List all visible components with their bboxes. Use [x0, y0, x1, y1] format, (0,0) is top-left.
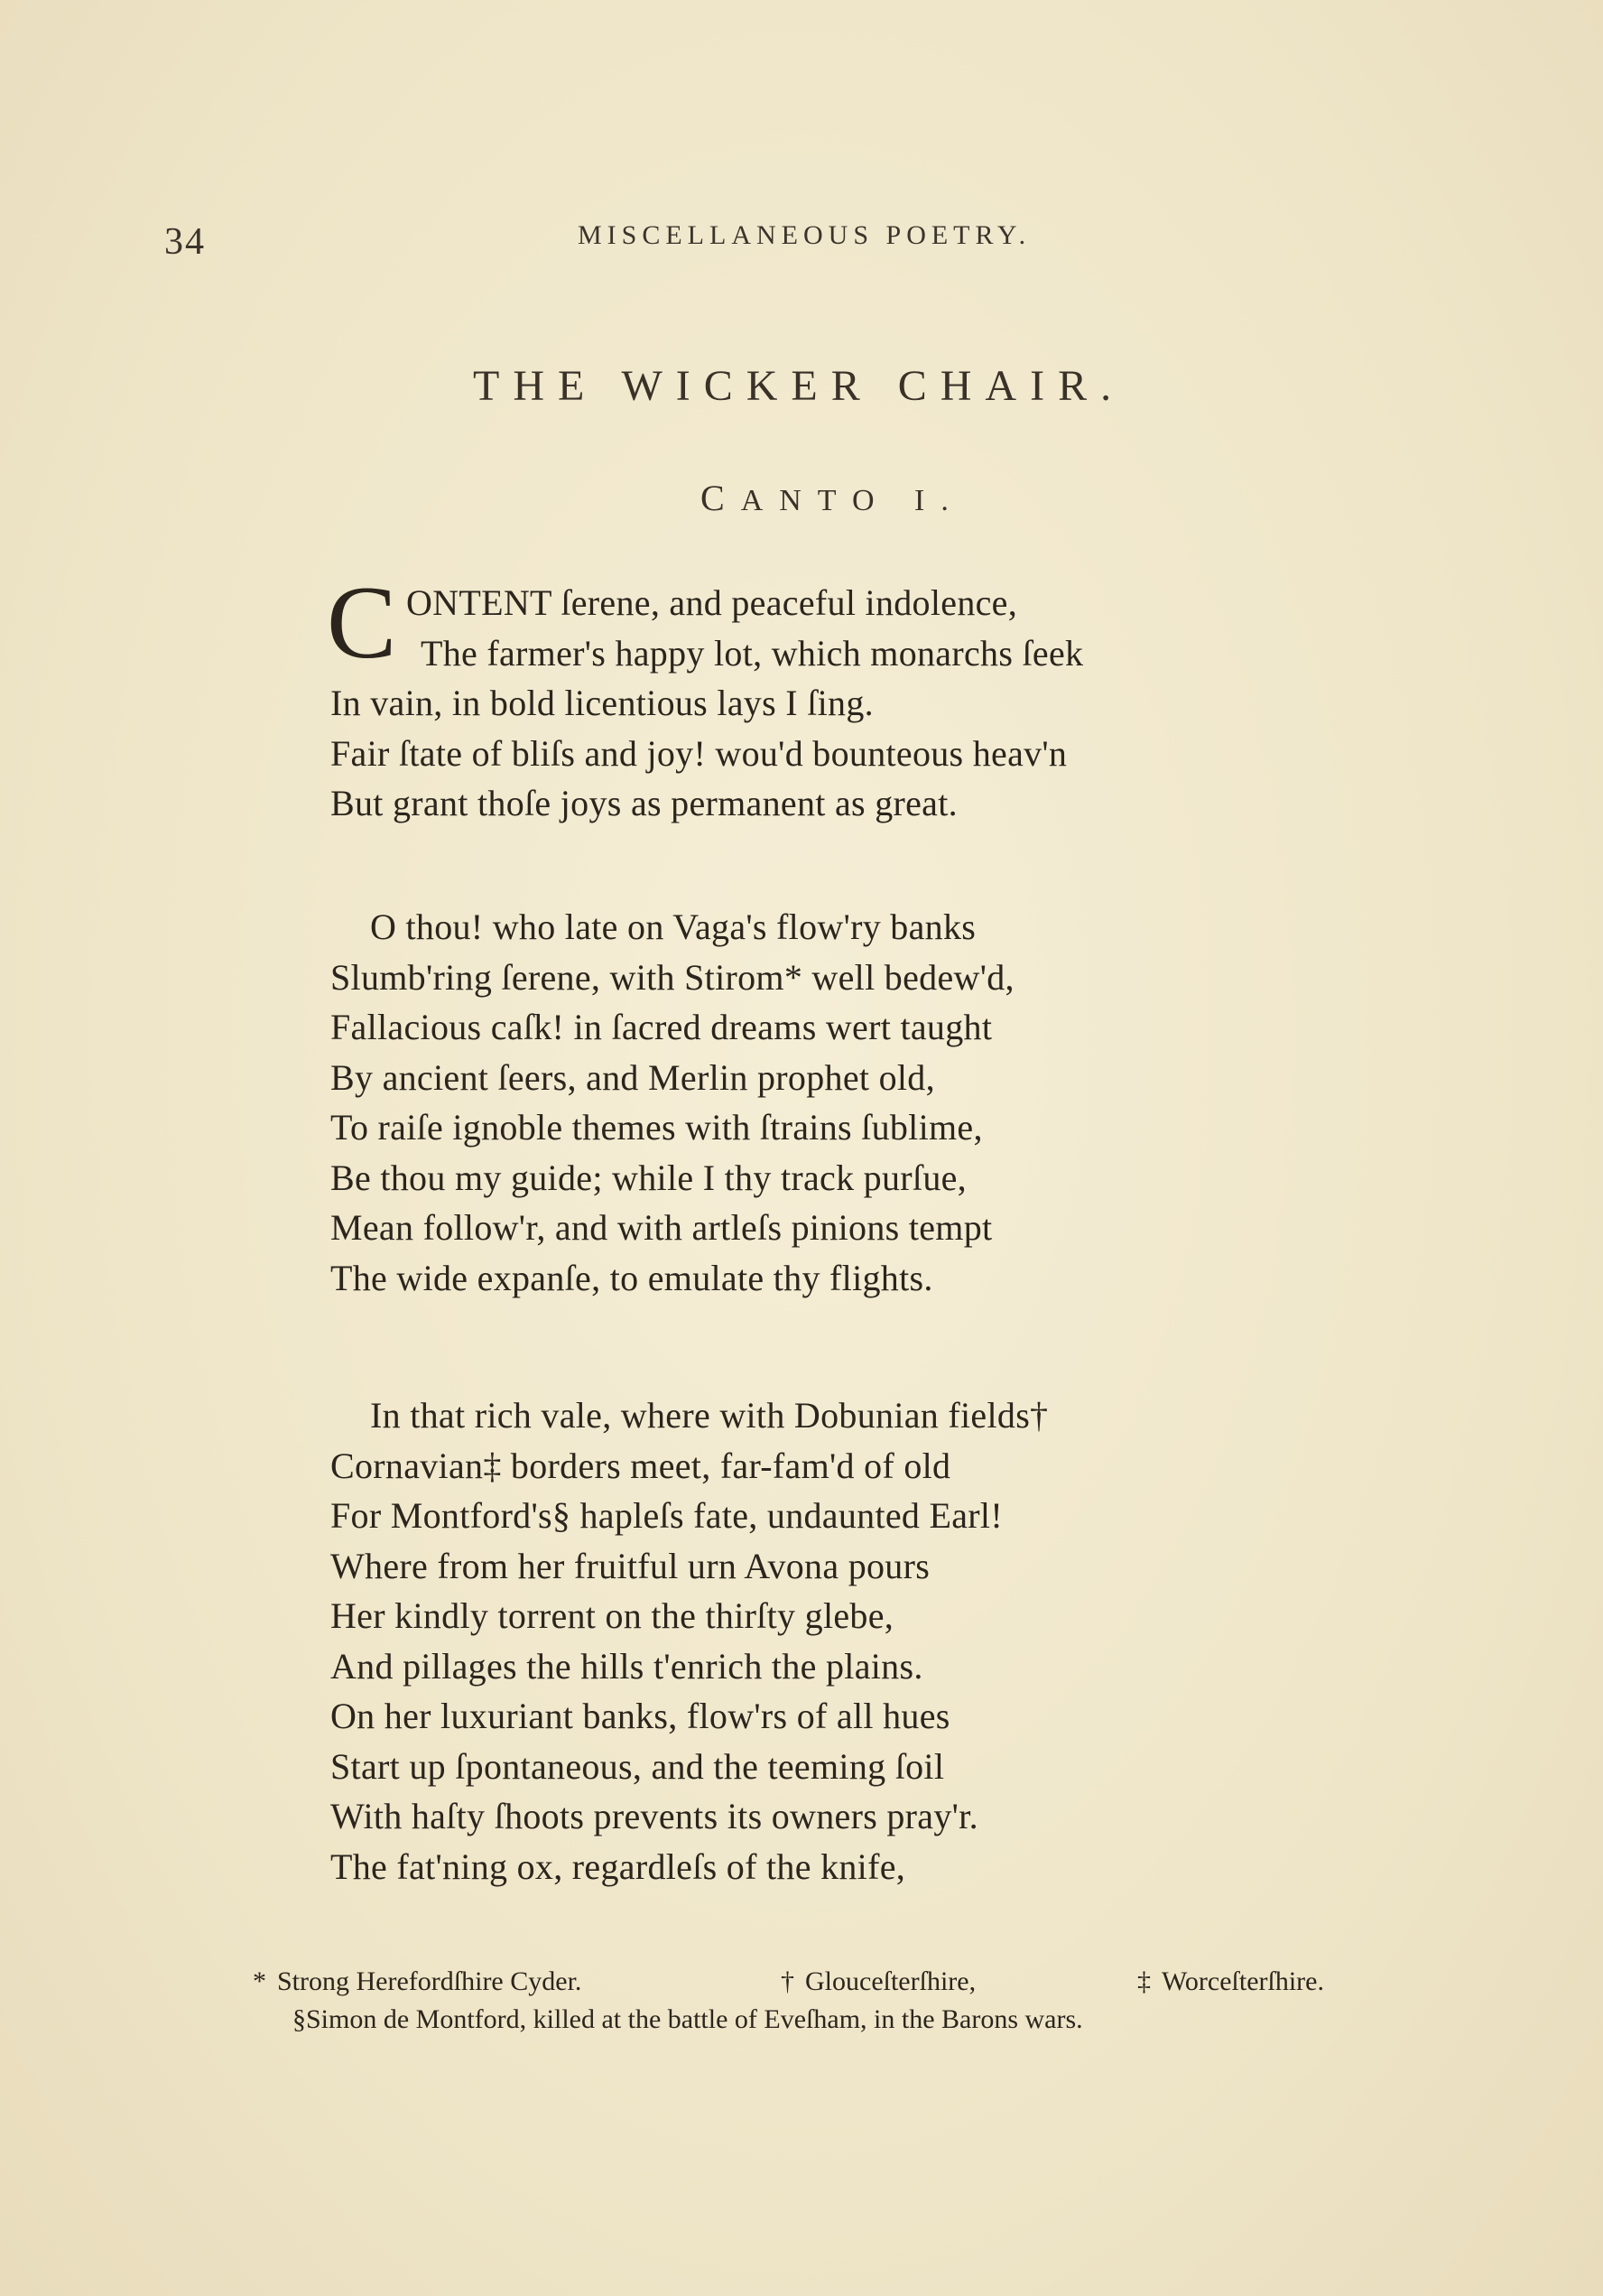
stanza-1 — [327, 565, 1305, 829]
verse-line: The wide expanſe, to emulate thy flights. — [330, 1257, 933, 1298]
verse-line: Where from her fruitful urn Avona pours — [330, 1545, 931, 1586]
verse-line: The fat'ning ox, regardleſs of the knife, — [330, 1845, 906, 1887]
verse-line: With haſty ſhoots prevents its owners pray'r. — [330, 1796, 978, 1836]
canto-rest: ANTO I. — [740, 484, 965, 517]
verse-line: For Montford's§ hapleſs fate, undaunted Earl! — [330, 1495, 1003, 1536]
verse-line: But grant thoſe joys as permanent as great. — [330, 783, 958, 823]
verse-line: Her kindly torrent on the thirſty glebe, — [330, 1595, 894, 1636]
canto-initial: C — [700, 478, 741, 518]
canto-heading — [700, 477, 1061, 519]
drop-cap: C — [327, 565, 397, 681]
verse-line: By ancient ſeers, and Merlin prophet old, — [330, 1056, 935, 1098]
footnote-mark: § — [292, 2004, 306, 2034]
verse-line: Mean follow'r, and with artleſs pinions tempt — [330, 1207, 993, 1248]
footnote-1 — [253, 1966, 581, 1997]
footnote-4 — [292, 2004, 1083, 2034]
verse-line: To raiſe ignoble themes with ſtrains ſublime, — [330, 1107, 983, 1148]
footnote-mark: ‡ — [1137, 1966, 1151, 1996]
verse-line: On her luxuriant banks, flow'rs of all hues — [330, 1696, 950, 1736]
verse-line: O thou! who late on Vaga's flow'ry banks — [370, 906, 977, 947]
footnote-text: Simon de Montford, killed at the battle of Eveſham, in the Barons wars. — [306, 2004, 1083, 2034]
verse-line: The farmer's happy lot, which monarchs ſeek — [421, 632, 1084, 674]
footnote-text: Strong Herefordſhire Cyder. — [277, 1966, 582, 1996]
footnote-mark: † — [781, 1966, 794, 1996]
footnote-text: Glouceſterſhire, — [805, 1966, 977, 1996]
poem-title: THE WICKER CHAIR. — [473, 362, 1126, 410]
first-line-text: ONTENT ſerene, and peaceful indolence, — [406, 582, 1018, 623]
verse-line: Slumb'ring ſerene, with Stirom* well bedew'd, — [330, 956, 1015, 998]
verse-line: Start up ſpontaneous, and the teeming ſoil — [330, 1745, 945, 1787]
verse-line: Fallacious caſk! in ſacred dreams wert taught — [330, 1007, 993, 1047]
page-number: 34 — [164, 221, 206, 263]
verse-line: And pillages the hills t'enrich the plains. — [330, 1645, 923, 1687]
running-head: MISCELLANEOUS POETRY. — [578, 220, 1032, 250]
verse-line: Cornavian‡ borders meet, far-fam'd of old — [330, 1445, 951, 1486]
stanza-3 — [330, 1390, 1305, 1892]
verse-line: In that rich vale, where with Dobunian fields† — [370, 1395, 1049, 1436]
footnote-row — [253, 2004, 1390, 2042]
footnote-2 — [781, 1966, 976, 1997]
footnote-3 — [1137, 1966, 1324, 1997]
verse-line: Fair ſtate of bliſs and joy! wou'd bounteous heav'n — [330, 732, 1068, 774]
verse-line: In vain, in bold licentious lays I ſing. — [330, 683, 874, 723]
footnote-row — [253, 1966, 1390, 2004]
footnote-text: Worceſterſhire. — [1162, 1966, 1324, 1996]
verse-line: Be thou my guide; while I thy track purſue, — [330, 1157, 967, 1198]
footnote-mark: * — [253, 1966, 266, 1996]
stanza-2 — [330, 902, 1305, 1303]
footnotes — [253, 1966, 1390, 2042]
